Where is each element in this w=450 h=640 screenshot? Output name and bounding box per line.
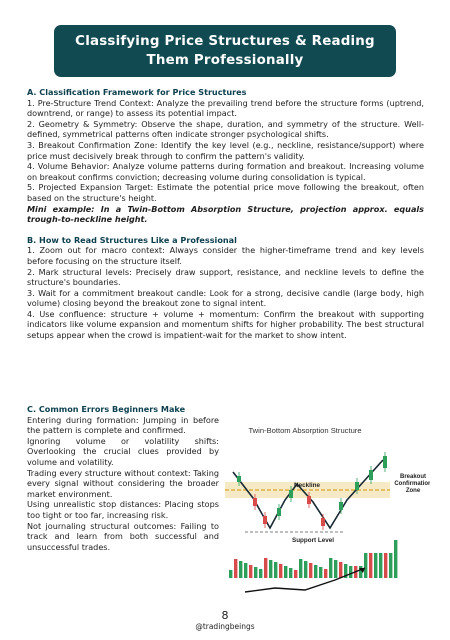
section-b-item: 2. Mark structural levels: Precisely draw support, resistance, and neckline levels to define the structure's boundaries. (27, 266, 424, 288)
volume-bar (349, 566, 352, 578)
candle (321, 518, 325, 526)
volume-bar (319, 567, 322, 578)
section-a-title: A. Classification Framework for Price Structures (27, 87, 247, 97)
candle (307, 496, 311, 504)
page-title-line2: Them Professionally (146, 53, 304, 68)
section-a-item: 4. Volume Behavior: Analyze volume patterns during formation and breakout. Increasing volume on breakout confirms conviction; decreasing volume during consolidation is typical. (27, 161, 424, 182)
section-b-item: 3. Wait for a commitment breakout candle: Look for a strong, decisive candle (large body, high volume) closing beyond the breakout zone to signal intent. (27, 287, 424, 309)
volume-bar (254, 567, 257, 578)
volume-bar (304, 561, 307, 578)
volume-bar (329, 558, 332, 578)
volume-bar (394, 540, 397, 578)
section-c-item: Not journaling structural outcomes: Failing to track and learn from both successful and unsuccessful trades. (27, 520, 219, 552)
candle (237, 476, 241, 482)
section-c-item: Using unrealistic stop distances: Placing stops too tight or too far, increasing risk. (27, 499, 219, 520)
twin-bottom-diagram (225, 420, 430, 600)
diagram-title: Twin-Bottom Absorption Structure (248, 426, 362, 435)
volume-bar (284, 566, 287, 578)
page-number: 8 (221, 609, 229, 622)
volume-bar (384, 553, 387, 578)
section-c (27, 404, 219, 552)
volume-bar (279, 564, 282, 578)
volume-bar (294, 570, 297, 578)
volume-bar (259, 569, 262, 578)
candle (383, 456, 387, 468)
section-a-item: 5. Projected Expansion Target: Estimate the potential price move following the breakout, often based on the structure's height. (27, 182, 424, 203)
section-c-item: Entering during formation: Jumping in before the pattern is complete and confirmed. (27, 414, 219, 436)
volume-bar (274, 562, 277, 578)
support-label: Support Level (292, 537, 334, 544)
candle (263, 516, 267, 524)
section-a-item: 2. Geometry & Symmetry: Observe the shape, duration, and symmetry of the structure. Well-defined, symmetrical patterns often indicate stronger psychological shifts. (27, 118, 424, 140)
volume-bar (249, 565, 252, 578)
volume-bar (324, 569, 327, 578)
volume-bar (359, 566, 362, 578)
volume-bar (389, 553, 392, 578)
volume-bar (334, 560, 337, 578)
volume-bar (239, 561, 242, 578)
section-a-item: 1. Pre-Structure Trend Context: Analyze the prevailing trend before the structure forms (uptrend, downtrend, or range) to assess its potential impact. (27, 97, 424, 119)
breakout-label: Breakout (399, 474, 427, 480)
footer-handle: @tradingbeings (195, 622, 255, 631)
volume-bar (369, 553, 372, 578)
volume-bar (244, 563, 247, 578)
candle (355, 482, 359, 490)
volume-bar (309, 563, 312, 578)
breakout-label: Confirmation (394, 481, 430, 487)
section-b-title: B. How to Read Structures Like a Professional (27, 234, 237, 245)
volume-bar (264, 558, 267, 578)
main-content (27, 87, 424, 341)
volume-bar (364, 553, 367, 578)
section-a-item: 3. Breakout Confirmation Zone: Identify the key level (e.g., neckline, resistance/support) where price must decisively break through to confirm the pattern's validity. (27, 139, 424, 161)
candle (339, 502, 343, 510)
volume-bar (299, 559, 302, 578)
section-c-item: Ignoring volume or volatility shifts: Overlooking the crucial clues provided by volume and volatility. (27, 435, 219, 467)
mini-example: Mini example: In a Twin-Bottom Absorption Structure, projection approx. equals trough-to-neckline height. (27, 203, 424, 225)
volume-bar (314, 565, 317, 578)
diagram-svg (225, 420, 430, 600)
section-c-title: C. Common Errors Beginners Make (27, 404, 186, 414)
volume-bar (234, 559, 237, 578)
candle (277, 508, 281, 516)
candle (253, 498, 257, 506)
breakout-label: Zone (405, 488, 421, 494)
section-b-item: 4. Use confluence: structure + volume + momentum: Confirm the breakout with supporting indicators like volume expansion and momentum shifts for higher probability. The best structural setups appear when the crowd is impatient-wait for the market to show intent. (27, 308, 424, 341)
volume-bar (339, 562, 342, 578)
volume-bar (269, 560, 272, 578)
candle (369, 470, 373, 480)
volume-bars (229, 540, 397, 578)
neckline-label: Neckline (294, 482, 320, 489)
volume-bar (379, 553, 382, 578)
page-title-line1: Classifying Price Structures & Reading (75, 34, 375, 49)
section-c-item: Trading every structure without context: Taking every signal without considering the broader market environment. (27, 467, 219, 499)
section-b-item: 1. Zoom out for macro context: Always consider the higher-timeframe trend and key levels before focusing on the structure itself. (27, 245, 424, 266)
candle (289, 490, 293, 498)
volume-bar (374, 553, 377, 578)
volume-bar (229, 570, 232, 578)
volume-bar (289, 568, 292, 578)
page-title-banner (54, 25, 396, 77)
